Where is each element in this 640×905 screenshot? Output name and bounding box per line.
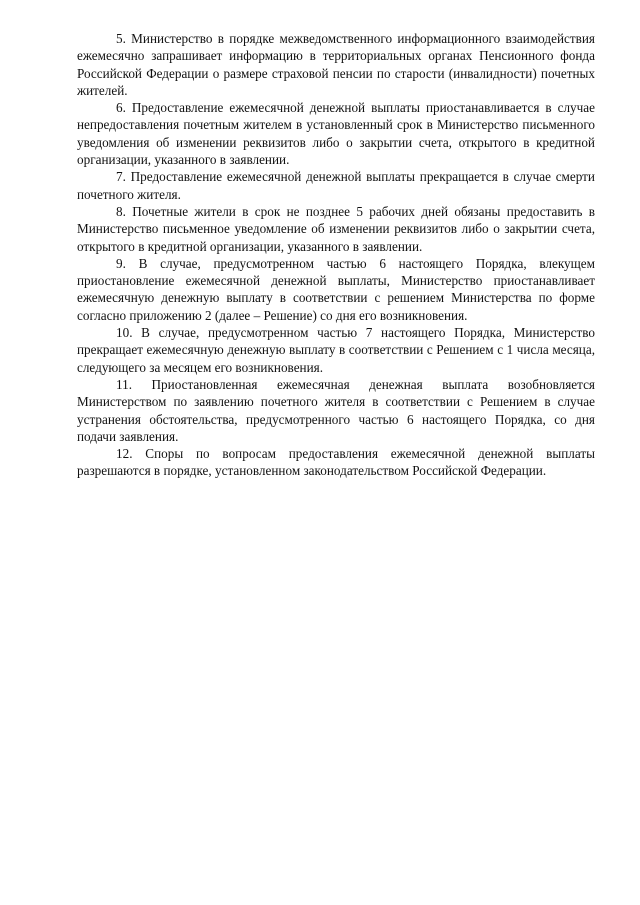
paragraph-12: 12. Споры по вопросам предоставления ежемесячной денежной выплаты разрешаются в порядке, установленном законодательством Российской Федерации. [77, 446, 595, 479]
paragraph-9: 9. В случае, предусмотренном частью 6 настоящего Порядка, влекущем приостановление ежемесячной денежной выплаты, Министерство приостанавливает ежемесячную денежную выплату в соответствии с решением Министерства по форме согласно приложению 2 (далее – Решение) со дня его возникновения. [77, 255, 595, 323]
paragraph-11: 11. Приостановленная ежемесячная денежная выплата возобновляется Министерством по заявлению почетного жителя в соответствии с Решением в случае устранения обстоятельства, предусмотренного частью 6 настоящего Порядка, со дня подачи заявления. [77, 376, 595, 444]
paragraph-10: 10. В случае, предусмотренном частью 7 настоящего Порядка, Министерство прекращает ежемесячную денежную выплату в соответствии с Решением с 1 числа месяца, следующего за месяцем его возникновения. [77, 325, 595, 375]
paragraph-5: 5. Министерство в порядке межведомственного информационного взаимодействия ежемесячно запрашивает информацию в территориальных органах Пенсионного фонда Российской Федерации о размере страховой пенсии по старости (инвалидности) почетных жителей. [77, 31, 595, 98]
paragraph-6: 6. Предоставление ежемесячной денежной выплаты приостанавливается в случае непредоставления почетным жителем в установленный срок в Министерство письменного уведомления об изменении реквизитов либо о закрытии счета, открытого в кредитной организации, указанного в заявлении. [77, 100, 595, 168]
paragraph-8: 8. Почетные жители в срок не позднее 5 рабочих дней обязаны предоставить в Министерство письменное уведомление об изменении реквизитов либо о закрытии счета, открытого в кредитной организации, указанного в заявлении. [77, 203, 595, 254]
document-body [77, 30, 595, 480]
paragraph-7: 7. Предоставление ежемесячной денежной выплаты прекращается в случае смерти почетного жителя. [77, 169, 595, 202]
